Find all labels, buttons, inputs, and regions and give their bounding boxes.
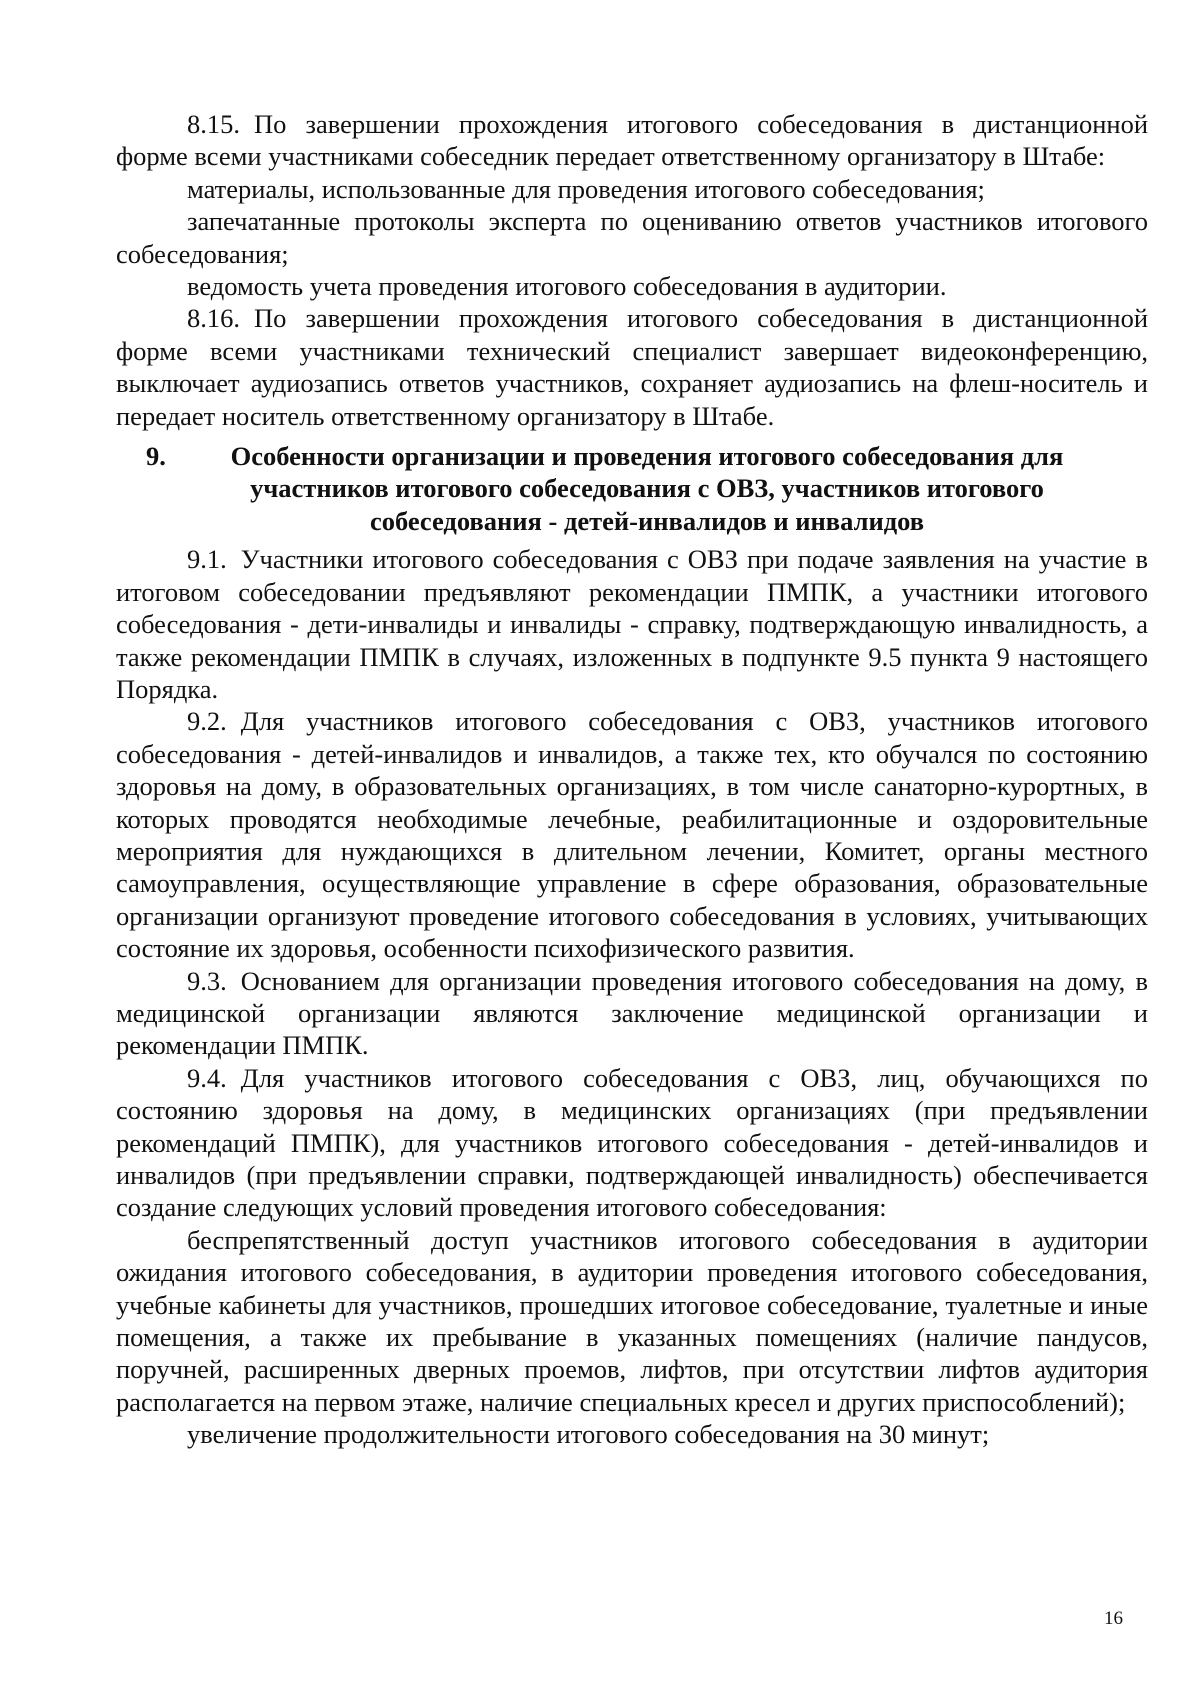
paragraph-9-1 xyxy=(116,543,1148,705)
paragraph-number: 8.16. xyxy=(187,303,240,334)
paragraph-9-2 xyxy=(116,705,1148,964)
paragraph-number: 9.4. xyxy=(187,1062,227,1093)
list-item xyxy=(116,1418,1148,1450)
document-page xyxy=(116,108,1148,1451)
paragraph-number: 9.2. xyxy=(187,706,227,737)
paragraphs-bottom xyxy=(116,543,1148,1450)
paragraph-9-4 xyxy=(116,1062,1148,1224)
paragraph-text: Участники итогового собеседования с ОВЗ при подаче заявления на участие в итоговом собеседовании предъявляют рекомендации ПМПК, а участники итогового собеседования - дети-инвалиды и инвалиды - справку, подтверждающую инвалидность, а также рекомендации ПМПК в случаях, изложенных в подпункте 9.5 пункта 9 настоящего Порядка. xyxy=(116,544,1148,704)
section-number: 9. xyxy=(146,441,166,472)
list-item-text: увеличение продолжительности итогового собеседования на 30 минут; xyxy=(187,1419,990,1450)
paragraphs-top xyxy=(116,108,1148,432)
paragraph-8-16 xyxy=(116,302,1148,432)
list-item xyxy=(116,173,1148,205)
paragraph-text: Для участников итогового собеседования с ОВЗ, участников итогового собеседования - детей-инвалидов и инвалидов, а также тех, кто обучался по состоянию здоровья на дому, в образовательных организациях, в том числе санаторно-курортных, в которых проводятся необходимые лечебные, реабилитационные и оздоровительные мероприятия для нуждающихся в длительном лечении, Комитет, органы местного самоуправления, осуществляющие управление в сфере образования, образовательные организации организуют проведение итогового собеседования в условиях, учитывающих состояние их здоровья, особенности психофизического развития. xyxy=(116,706,1148,964)
paragraph-text: По завершении прохождения итогового собеседования в дистанционной форме всеми участниками собеседник передает ответственному организатору в Штабе: xyxy=(116,109,1148,172)
list-item xyxy=(116,270,1148,302)
paragraph-number: 9.3. xyxy=(187,965,227,996)
paragraph-text: По завершении прохождения итогового собеседования в дистанционной форме всеми участниками технический специалист завершает видеоконференцию, выключает аудиозапись ответов участников, сохраняет аудиозапись на флеш-носитель и передает носитель ответственному организатору в Штабе. xyxy=(116,303,1148,431)
list-item xyxy=(116,1224,1148,1418)
paragraph-number: 8.15. xyxy=(187,109,240,139)
paragraph-9-3 xyxy=(116,965,1148,1062)
paragraph-number: 9.1. xyxy=(187,544,227,575)
list-item xyxy=(116,205,1148,270)
list-item-text: материалы, использованные для проведения итогового собеседования; xyxy=(187,173,985,204)
section-title: Особенности организации и проведения итогового собеседования для участников итогового собеседования с ОВЗ, участников итогового собеседования - детей-инвалидов и инвалидов xyxy=(230,441,1064,536)
list-item-text: беспрепятственный доступ участников итогового собеседования в аудитории ожидания итогового собеседования, в аудитории проведения итогового собеседования, учебные кабинеты для участников, прошедших итоговое собеседование, туалетные и иные помещения, а также их пребывание в указанных помещениях (наличие пандусов, поручней, расширенных дверных проемов, лифтов, при отсутствии лифтов аудитория располагается на первом этаже, наличие специальных кресел и других приспособлений); xyxy=(116,1224,1148,1417)
list-item-text: запечатанные протоколы эксперта по оцениванию ответов участников итогового собеседования; xyxy=(116,206,1148,269)
page-number: 16 xyxy=(1104,1608,1123,1629)
paragraph-8-15 xyxy=(116,108,1148,173)
list-item-text: ведомость учета проведения итогового собеседования в аудитории. xyxy=(187,271,947,302)
paragraph-text: Для участников итогового собеседования с ОВЗ, лиц, обучающихся по состоянию здоровья на дому, в медицинских организациях (при предъявлении рекомендаций ПМПК), для участников итогового собеседования - детей-инвалидов и инвалидов (при предъявлении справки, подтверждающей инвалидность) обеспечивается создание следующих условий проведения итогового собеседования: xyxy=(116,1062,1148,1223)
section-heading xyxy=(116,440,1148,537)
paragraph-text: Основанием для организации проведения итогового собеседования на дому, в медицинской организации являются заключение медицинской организации и рекомендации ПМПК. xyxy=(116,965,1148,1061)
